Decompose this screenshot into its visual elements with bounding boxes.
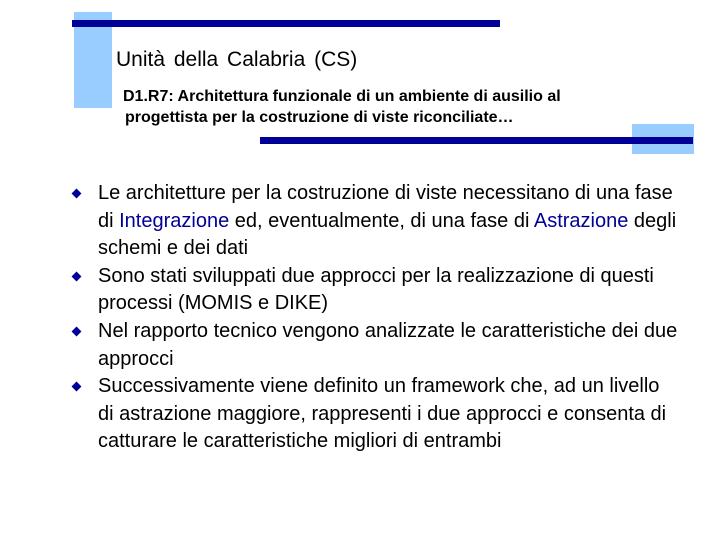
diamond-bullet-icon <box>72 382 82 392</box>
slide-title: Unità della Calabria (CS) <box>116 48 358 71</box>
decorative-bar-middle <box>260 137 693 144</box>
bullet-text: Sono stati sviluppati due approcci per la realizzazione di questi processi (MOMIS e DIKE) <box>98 264 654 315</box>
bullet-list <box>0 180 720 456</box>
bullet-text: Nel rapporto tecnico vengono analizzate le caratteristiche dei due approcci <box>98 319 678 370</box>
highlight-term: Astrazione <box>533 209 629 232</box>
bullet-text: Le architetture per la costruzione di viste necessitano di una fase di <box>98 182 673 232</box>
bullet-item <box>0 318 678 373</box>
diamond-bullet-icon <box>72 327 82 337</box>
subtitle-line-1: D1.R7: Architettura funzionale di un ambiente di ausilio al <box>123 88 561 105</box>
bullet-item <box>0 373 678 456</box>
bullet-text: ed, eventualmente, di una fase di <box>229 209 534 232</box>
slide-subtitle <box>123 86 683 128</box>
bullet-item <box>0 180 678 263</box>
decorative-bar-top <box>72 20 500 27</box>
subtitle-line-2: progettista per la costruzione di viste riconciliate… <box>125 109 514 126</box>
bullet-text: Successivamente viene definito un framework che, ad un livello di astrazione maggiore, rappresenti i due approcci e consenta di catturare le caratteristiche migliori di entrambi <box>98 375 667 453</box>
diamond-bullet-icon <box>72 271 82 281</box>
bullet-item <box>0 263 678 318</box>
highlight-term: Integrazione <box>119 209 230 232</box>
bullet-text: degli schemi e dei dati <box>98 209 677 260</box>
diamond-bullet-icon <box>72 189 82 199</box>
